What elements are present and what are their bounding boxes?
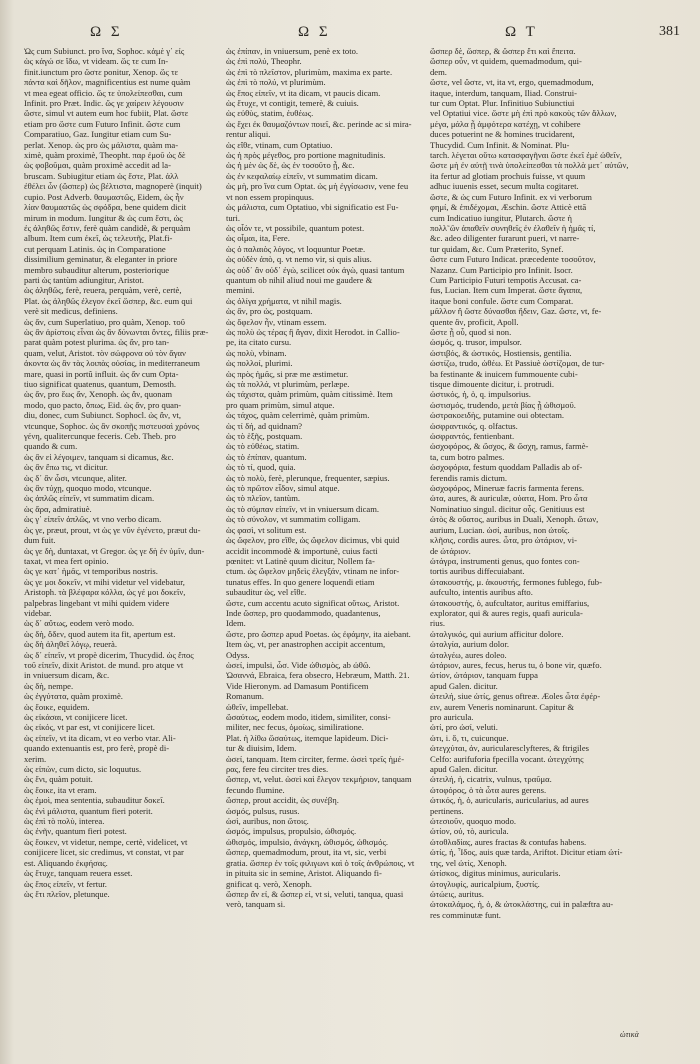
entry-line: ὡς τὸ πρῶτον εἶδον, simul atque. — [226, 483, 340, 494]
entry-line: vel Optatiui vice. ὥστε μὴ ἐπὶ πρὸ κακοὺς τῶν ἄλλων, — [430, 108, 617, 119]
entry-line: ὡς τί δή, ad quidnam? — [226, 420, 303, 431]
entry-line: ὠτειλή, ἡ, cicatrix, vulnus, τραῦμα. — [430, 774, 552, 785]
entry-line: ὡς ἐπὶ τὸ πολύ, vt plurimùm. — [226, 77, 326, 88]
entry-line: ὥστε ᾗ οὗ, quod si non. — [430, 326, 512, 337]
entry-line: ὡς ἂν τύχῃ, quoquo modo, vtcunque. — [24, 483, 152, 494]
entry-line: explorator, qui & aures regis, quafi auricula- — [430, 607, 583, 618]
entry-line: πάντα καὶ δῆλον, magnificentius est nume quàm — [24, 77, 191, 88]
entry-line: ba festinante & inuicem fummouente cubi- — [430, 368, 578, 379]
entry-line: ὡς οἷόν τε, vt possibile, quantum potest. — [226, 222, 365, 233]
entry-line: Thucydid. Cum Infinit. & Nominat. Plu- — [430, 139, 570, 150]
entry-line: de ὠτάριον. — [430, 545, 471, 556]
entry-line: ὡς ἔοικε, ita vt eram. — [24, 784, 97, 795]
entry-line: ὠτοθλαδίας, aures fractas & contufas habens. — [430, 836, 587, 847]
entry-line: cut perquam Latinis. ὡς in Comparatione — [24, 243, 166, 254]
entry-line: Item ὡς, vt, per anastrophen accipit accentum, — [226, 639, 386, 650]
entry-line: ὥστε, simul vt autem eum hoc fubiit, Plat. ὥστε — [24, 108, 189, 119]
entry-line: ὥσπερ δὲ, ὥσπερ, & ὥσπερ ἔτι καὶ ἔπειτα. — [430, 46, 576, 56]
entry-line: ὡς δὴ, ὅδεν, quod autem ita fit, apertum est. — [24, 628, 176, 639]
entry-line: tur & diuisim, Idem. — [226, 743, 297, 754]
entry-line: tur quidam, &c. Cum Præterito, Synef. — [430, 243, 564, 254]
entry-line: ὡς οὐδ᾽ ἂν οὐδ᾽ ἐγὼ, scilicet οὐκ ἀγὼ, quasi tantum — [226, 264, 405, 275]
entry-line: palpebras lingebant vt mihi quidem videre — [24, 597, 170, 608]
entry-line: quantum ob nihil aliud noui me gaudere & — [226, 274, 373, 285]
entry-line: ὡς ἂν ἔπω τις, vt dicitur. — [24, 462, 108, 473]
column-1-heading: Ω Σ — [90, 24, 123, 40]
entry-line: parat quàm potest plurima. ὡς ἄν, pro tan- — [24, 337, 170, 348]
entry-line: itaque, interdum, tanquam, Iliad. Construi- — [430, 87, 578, 98]
entry-line: ὡς δὴ, nempe. — [24, 680, 74, 691]
entry-line: in pituita sic in semine, Aristot. Aliquando fi- — [226, 868, 382, 879]
entry-line: ὡς πολλοί, plurimi. — [226, 358, 293, 369]
entry-line: ὥστε μὴ ἐν αὐτῇ τινὰ ὑπολείπεσθαι τὰ πολλὰ μετ᾽ αὐτῶν, — [430, 160, 629, 171]
entry-line: ὡς εἰκάσαι, vt conijicere licet. — [24, 712, 128, 722]
entry-line: ὠστιβός, & ὠστικός, Hostiensis, gentilia. — [430, 347, 572, 358]
entry-line: quando extenuantis est, pro ferè, propè di- — [24, 743, 170, 754]
entry-line: ὡς φασὶ, vt solitum est. — [226, 524, 307, 535]
entry-line: ὠστισμός, trudendo, μετὰ βίας ᾗ ὠθισμοῦ. — [430, 399, 576, 410]
entry-line: Idem. — [226, 618, 246, 629]
entry-line: militer, nec fecus, ὁμοίως, similiratione. — [226, 722, 364, 733]
entry-line: ὠτώεις, auritus. — [430, 888, 484, 899]
entry-line: adhuc iuuenis esset, secum multa cogitaret. — [430, 181, 579, 192]
entry-line: ὡσεί, impulsi, ὦσ. Vide ὠθισμὸς, ab ὠθῶ. — [226, 659, 371, 670]
entry-line: Ὡς cum Subiunct. pro ἵνα, Sophoc. κἀμὲ γ᾽ εἰς — [24, 46, 185, 56]
entry-line: Infinit. pro Præt. Indic. ὥς γε χαίρειν λέγουσιν — [24, 98, 184, 109]
entry-line: quente ἂν, proficit, Apoll. — [430, 316, 519, 327]
entry-line: ὥσπερ, quemadmodum, prout, ita vt, sic, verbi — [226, 847, 387, 858]
entry-line: Comparatiuo, Gaz. Iungitur etiam cum Su- — [24, 129, 172, 140]
entry-line: ὡς ἔτυχε, tanquam reuera esset. — [24, 868, 133, 879]
entry-line: ὡς δ᾽ ἂν ὦσι, vtcunque, aliter. — [24, 472, 127, 483]
entry-line: ὡς τὸ πολὺ, ferè, plerunque, frequenter, sæpius. — [226, 472, 390, 483]
entry-line: ὡς ἐπὶ πολύ, Theophr. — [226, 56, 302, 67]
entry-line: ὠστικός, ἡ, ὁ, q. impulsorius. — [430, 389, 531, 400]
entry-line: tunatus effes. In quo genere loquendi etiam — [226, 576, 375, 587]
entry-line: ὡς ἐμοὶ, mea sententia, subauditur δοκεῖ. — [24, 795, 165, 806]
entry-line: ὡς τὸ ἑξῆς, postquam. — [226, 431, 303, 442]
entry-line: aufculto, intentis auribus afto. — [430, 587, 533, 598]
entry-line: gratia. ὥσπερ ἐν τοῖς φιλιγωνι καὶ ὁ τοῖς ἀνθρώποις, vt — [226, 857, 415, 868]
entry-line: ὡς πολὺ, vbinam. — [226, 347, 287, 358]
entry-line: ὡς τὸ τί, quod, quia. — [226, 462, 296, 473]
entry-line: ὡς μὴ, pro ἵνα cum Optat. ὡς μὴ ἐγγίσωσιν, vene feu — [226, 181, 409, 192]
entry-line: ὠτογλυφίς, auricalpium, ξυστίς. — [430, 878, 540, 889]
entry-line: ὠσχοφόρος, Mineruæ facris farmenta ferens. — [430, 483, 584, 494]
entry-line: τοῦ εἰπεῖν, dixit Aristot. de mund. pro atque vt — [24, 659, 184, 670]
entry-line: ctum. ὡς ὤφελον μηδεὶς ἐλεγξάν, vtinam ne infor- — [226, 566, 400, 577]
entry-line: ὡς τὰ πολλά, vt plurimùm, perlæpe. — [226, 379, 350, 389]
entry-line: duces potuerint ne & homines trucidarent, — [430, 129, 575, 140]
entry-line: ὡς πρὸς ἡμᾶς, si præ me æstimetur. — [226, 368, 349, 379]
entry-line: ὡς ἐγγύτατα, quàm proximè. — [24, 691, 123, 702]
entry-line: cupio. Post Adverb. θαυμαστῶς, Eidem, ὡς ἦν — [24, 191, 184, 202]
entry-line: rentur aliqui. — [226, 129, 271, 140]
entry-line: γένη, qualitercunque feceris. Ceb. Theb. pro — [24, 431, 176, 442]
entry-line: ὡς ὄφελον ἦν, vtinam essem. — [226, 316, 327, 327]
entry-line: ὥστε, & ὡς cum Futuro Infinit. ex vi verborum — [430, 191, 592, 202]
entry-line: itaque boni confule. ὥστε cum Comparat. — [430, 295, 574, 306]
entry-line: parti ὡς tantùm adiungitur, Aristot. — [24, 274, 144, 285]
entry-line: ὠτάριον, aures, fecus, herus tu, ὁ bone vir, quæfo. — [430, 659, 602, 670]
entry-line: ὡς ἁπλῶς εἰπεῖν, vt summatim dicam. — [24, 493, 155, 504]
entry-line: ὥστε, cum accentu acuto significat οὕτως, Aristot. — [226, 597, 400, 608]
entry-line: vt mea egeat officio. ὥς τε ὑπολείπεσθαι, cum — [24, 87, 183, 98]
entry-line: memini. — [226, 285, 255, 296]
entry-line: ὡσεί, tanquam. Item circiter, ferme. ὡσεὶ τρεῖς ἡμέ- — [226, 753, 405, 764]
entry-line: ὡς ὁ παλαιὸς λόγος, vt loquuntur Poetæ. — [226, 243, 366, 254]
entry-line: ὠτίον, ὠτάριον, tanquam fuppa — [430, 670, 538, 681]
entry-line: ὡς τὸ ἐπίπαν, quantum. — [226, 451, 307, 462]
entry-line: ὡς γε, præut, prout, vt ὡς γε νῦν ἐγένετο, præut du- — [24, 524, 201, 535]
entry-line: videbar. — [24, 607, 52, 618]
entry-line: quam, velut, Aristot. τὸν σώφρονα οὐ τὸν ἄγαν — [24, 347, 186, 358]
entry-line: tisque dimouente dicitur, i. protrudi. — [430, 379, 555, 389]
entry-line: ὠτειλή, siue ὠτίς, genus oftreæ. Æoles ὦτα ἐφέρ- — [430, 691, 601, 702]
entry-line: ὥστε cum Futuro Indicat. præcedente τοσοῦτον, — [430, 254, 596, 265]
entry-line: ρας, fere feu circiter tres dies. — [226, 764, 329, 775]
entry-line: ὡς ἔοικεν, vt videtur, nempe, certè, videlicet, vt — [24, 836, 188, 847]
entry-line: ὠστίζω, trudo, ὠθέω. Et Passiuè ὠστίζομαι, de tur- — [430, 358, 605, 369]
entry-line: ta, cum botro palmes. — [430, 451, 505, 462]
entry-line: ὡς ἔοικε, equidem. — [24, 701, 90, 712]
entry-line: turi. — [226, 212, 241, 223]
entry-line: ὠτίς, ἡ, Ἶδος, auis quæ tarda, Ariftot. Dicitur etiam ὠτί- — [430, 847, 623, 858]
entry-line: ὥσπερ, prout accidit, ὡς συνέβη. — [226, 795, 339, 806]
entry-line: ὠσφραντικός, q. olfactus. — [430, 420, 518, 431]
entry-line: Cum Participio Futuri tempotis Accusat. ca- — [430, 274, 582, 285]
entry-line: ὡς γε δὴ, duntaxat, vt Gregor. ὡς γε δὴ ἐν ὑμῖν, dun- — [24, 545, 205, 556]
entry-line: ferendis ramis dictum. — [430, 472, 508, 483]
entry-line: ὡς ἄν, pro ἕως ἄν, Xenoph. ὡς ἄν, quonam — [24, 389, 173, 400]
entry-line: ὡς ἔτι πλεῖον, pletunque. — [24, 888, 110, 899]
entry-line: ὡς ἐπὶ τὸ πολὺ, interea. — [24, 816, 105, 827]
entry-line: ὠσμός, impulsus, propulsio, ὠθισμός. — [226, 826, 357, 837]
entry-line: ὡς δὴ ἀληθεῖ λόγῳ, reuerà. — [24, 639, 117, 650]
entry-line: ὥστε, pro ὥσπερ apud Poetas. ὡς ἐφάμην, ita aiebant. — [226, 628, 411, 639]
entry-line: ὡς τάχος, quàm celerrimè, quàm primùm. — [226, 410, 370, 421]
entry-line: mirum in modum. Iungitur & ὡς cum ἔστι, ὡς — [24, 212, 183, 223]
text-column-1 — [24, 46, 220, 1046]
entry-line: vt non essem propinquus. — [226, 191, 314, 202]
entry-line: conijicere licet, sic credimus, vt constat, vt par — [24, 847, 184, 858]
entry-line: apud Galen. dicitur. — [430, 680, 498, 691]
entry-line: ὡς οὐδὲν ἀπὸ, q. vt nemo vir, si quis alius. — [226, 254, 372, 265]
entry-line: ὡς ὀλίγα χρήματα, vt nihil magis. — [226, 295, 342, 306]
entry-line: modo, quo pacto, ὅπως, Eid. ὡς ἄν, pro quan- — [24, 399, 182, 410]
entry-line: ὡς ἔπος εἰπεῖν, vt fertur. — [24, 878, 107, 889]
entry-line: ὡς ἄρα, admiratiuè. — [24, 503, 92, 514]
entry-line: ὡς ἀληθῶς, ferè, reuera, perquàm, verè, certè, — [24, 285, 182, 296]
entry-line: in vniuersum dicam, &c. — [24, 670, 110, 681]
entry-line: ὡς τὸ εὐθέως, statim. — [226, 441, 300, 452]
entry-line: λίαν θαυμαστῶς ὡς σφόδρα, bene quidem dicit — [24, 202, 187, 213]
entry-line: ὡς εὐθὺς, statim, ἐυθέως. — [226, 108, 314, 119]
entry-line: tiuo significat quatenus, quantum, Demosth. — [24, 379, 177, 389]
entry-line: της, vel ὠτίς, Xenoph. — [430, 857, 507, 868]
entry-line: Plat. ὡς ἀληθῶς ἐλεγον ἐκεῖ ὥσπερ, &c. eum qui — [24, 295, 193, 306]
entry-line: ὠσμός, pulsus, rusus. — [226, 805, 300, 816]
entry-line: ὡς ἐνῆν, quantum fieri potest. — [24, 826, 127, 837]
entry-line: verè sit medicus, definiens. — [24, 306, 118, 317]
entry-line: est. Aliquando ἐκφήσας. — [24, 857, 108, 868]
entry-line: quando & cum. — [24, 441, 78, 452]
entry-line: apud Galen. dicitur. — [430, 764, 498, 775]
entry-line: ὠτί, pro ὠσί, veluti. — [430, 722, 498, 733]
entry-line: ὠθεῖν, impellebat. — [226, 701, 289, 712]
entry-line: ὠτι, i. ὅ, τι, cuicunque. — [430, 732, 509, 743]
entry-line: dum fuit. — [24, 535, 56, 546]
entry-line: dem. — [430, 66, 447, 77]
entry-line: ὡς πολὺ ὡς τέρας ἢ ἄγαν, dixit Herodot. in Callio- — [226, 326, 400, 337]
entry-line: ὠταλγέω, aures doleo. — [430, 649, 507, 660]
entry-line: ὠσχοφόρια, festum quoddam Palladis ab of- — [430, 462, 583, 473]
entry-line: perlat. Xenop. ὡς pro ὡς μάλιστα, quàm ma- — [24, 139, 179, 150]
entry-line: ὠταλγικός, qui aurium afficitur dolore. — [430, 628, 564, 639]
entry-line: ὡς ὤφελον, pro εἴθε, ὡς ὤφελον dicimus, vbi quid — [226, 535, 400, 546]
entry-line: ὥσπερ οὖν, vt quidem, quemadmodum, qui- — [430, 56, 582, 67]
entry-line: ita fertur ad glotiam prochuis fuisse, vt quum — [430, 170, 586, 181]
entry-line: pe, ita citato cursu. — [226, 337, 292, 348]
entry-line: verò, tanquam si. — [226, 899, 286, 910]
entry-line: ὡς μάλιστα, cum Optatiuo, vbi significatio est Fu- — [226, 202, 399, 213]
entry-line: album. Item cum ἐκεῖ, ὡς τελευτῆς, Plat.fi- — [24, 233, 173, 244]
entry-line: ἐς ἀληθῶς ἔστιν, ferè quàm candidè, & perquàm — [24, 222, 191, 233]
entry-line: ὠτακουστής, ὁ, aufcultator, auritus emiffarius, — [430, 597, 590, 608]
entry-line: ὡς εἰπεῖν, vt ita dicam, vt eo verbo vtar. Ali- — [24, 732, 176, 743]
entry-line: ὡς ἐνὶ μάλιστα, quantum fieri poterit. — [24, 805, 153, 816]
entry-line: ὥσαύτως, eodem modo, itidem, similiter, consi- — [226, 712, 391, 722]
entry-line: ximè, quàm proximè, Theopht. παρ ἐμοῦ ὡς δὲ — [24, 150, 186, 161]
entry-line: pœnitet: vt Latinè quum dicitur, Nollem fa- — [226, 555, 375, 566]
entry-line: ὥσπερ, vt, velut. ὡσεὶ καὶ ἔλεγον τεκμήριον, tanquam — [226, 774, 412, 785]
entry-line: ὡς τάχιστα, quàm primùm, quàm citissimè. Item — [226, 389, 393, 400]
entry-line: ὠτίσκος, digitus minimus, auricularis. — [430, 868, 561, 879]
entry-line: ὠτικός, ἡ, ὁ, auricularis, auricularius, ad aures — [430, 795, 589, 806]
entry-line: ὡς εἰκός, vt par est, vt conijicere licet. — [24, 722, 155, 733]
entry-line: ὡς ἔνι, quàm potuit. — [24, 774, 93, 785]
entry-line: fecundo flumine. — [226, 784, 285, 795]
entry-line: ὠθισμός, impulsio, ἀνάγκη, ὠθισμός, ὠθισμός. — [226, 836, 389, 847]
entry-line: ἀκοντα ὡς ἂν τὰς λοιπὰς οὐσίας, in mediterraneum — [24, 358, 200, 369]
entry-line: ὥσπερ ἂν εἰ, & ὥσπερ εἰ, vt si, veluti, tanqua, quasi — [226, 888, 404, 899]
entry-line: gnificat q. verò, Xenoph. — [226, 878, 312, 889]
entry-line: cum Indicatiuo iungitur, Plutarch. ὥστε ἡ — [430, 212, 573, 223]
entry-line: κλῆσις, cordis aures. ὦτα, pro ὠτάριον, vi- — [430, 535, 577, 546]
entry-line: ὡς γε κατ᾽ ἡμᾶς, vt temporibus nostris. — [24, 566, 158, 577]
entry-line: ὡς ἐπίπαν, in vniuersum, penè ex toto. — [226, 46, 359, 56]
entry-line: ὠταλγία, aurium dolor. — [430, 639, 509, 650]
entry-line: fus, Lucian. Item cum Imperat. ὥστε ἄγαπα, — [430, 285, 583, 296]
entry-line: bruscam. Subiugitur etiam ὡς ἔστε, Plat. ἀλλ — [24, 170, 179, 181]
entry-line: φημί, & ἐπιδέχομαι, Æschin. ὥστε Atticè ettā — [430, 202, 587, 213]
entry-line: subauditur ὡς, vel εἴθε. — [226, 587, 307, 598]
entry-line: μᾶλλον ἢ ὥστε δύνασθαι ἤδειν, Gaz. ὥστε, vt, fe- — [430, 306, 602, 317]
entry-line: res comminutæ funt. — [430, 909, 501, 920]
entry-line: tortis auribus diffecuiabant. — [430, 566, 525, 577]
entry-line: ὠτὸς & οὔατος, auribus in Duali, Xenoph. ὤτων, — [430, 514, 599, 525]
entry-line: Nazanz. Cum Participio pro Infinit. Isocr. — [430, 264, 573, 275]
entry-line: ὡς οἶμαι, ita, Fere. — [226, 233, 290, 244]
entry-line: ὡς ἔπος εἰπεῖν, vt ita dicam, vt paucis dicam. — [226, 87, 381, 98]
entry-line: membro subauditur alterum, posteriorique — [24, 264, 170, 275]
catchword: ὠτικὰ — [620, 1030, 639, 1039]
entry-line: Odyss. — [226, 649, 250, 660]
entry-line: ὡς ἡ μὲν ὡς δὲ, ὡς ἐν τοσοῦτο ᾖ, &c. — [226, 160, 355, 171]
entry-line: ὡς κἀγώ σε ἴδω, vt videam. ὥς τε cum In- — [24, 56, 169, 67]
entry-line: Inde ὥσπερ, pro quodammodo, quadantenus, — [226, 607, 381, 618]
entry-line: taxat, vt mea fert opinio. — [24, 555, 109, 566]
entry-line: ὠστρακοειδὴς, putamine oui obtectam. — [430, 410, 565, 421]
entry-line: ὡς ἔχει ἐκ θαυμαζόντων ποιεῖ, &c. perinde ac si mira- — [226, 118, 412, 129]
entry-line: ὠσμός, q. trusor, impulsor. — [430, 337, 522, 348]
entry-line: rius. — [430, 618, 446, 629]
entry-line: ὡς γ᾽ εἰπεῖν ἀπλῶς, vt vno verbo dicam. — [24, 514, 162, 525]
entry-line: xerim. — [24, 753, 47, 764]
entry-line: ὠσχοφόρος, & ὤσχος, & ὤσχη, ramus, farmè- — [430, 441, 589, 452]
entry-line: ὡς ἡ πρὸς μέγεθος, pro portione magnitudinis. — [226, 150, 386, 161]
entry-line: tur cum Optat. Plur. Infinitiuo Subiunctiui — [430, 98, 575, 109]
entry-line: ὡς ἐν κεφαλαίῳ εἰπεῖν, vt summatim dicam. — [226, 170, 378, 181]
entry-line: aurium, Lucian. ὠσί, auribus, non ὠτοῖς. — [430, 524, 570, 535]
entry-line: ὠτεσιοῦν, quoquo modo. — [430, 816, 517, 827]
entry-line: ὠτάγρα, instrumenti genus, quo fontes con- — [430, 555, 580, 566]
entry-line: ὠτακουστής, μ. ἀκουστής, fermones fublego, fub- — [430, 576, 602, 587]
entry-line: ὠτα, aures, & auriculæ, οὐατα, Hom. Pro ὦτα — [430, 493, 588, 504]
entry-line: dissimilium geminatur, & eleganter in priore — [24, 254, 178, 265]
entry-line: ὡς δ᾽ εἰπεῖν, vt propè dicerim, Thucydid. ὡς ἔπος — [24, 649, 194, 660]
text-column-3 — [430, 46, 676, 1046]
entry-line: mare, quasi in portû influit. ὡς ἄν cum Opta- — [24, 368, 179, 379]
entry-line: ὡς γε μοι δοκεῖν, vt mihi videtur vel videbatur, — [24, 576, 185, 587]
entry-line: ὡς ἂν ἀρίστοις εἶναι ὡς ἂν δύνωνται ὄντες, filiis præ- — [24, 326, 209, 337]
entry-line: μέγα, μάλα ᾗ ἀμφότερα κατέχῃ, vt cohibere — [430, 118, 581, 129]
entry-line: ὡς τὸ σύμπαν εἰπεῖν, vt in vniuersum dicam. — [226, 503, 380, 514]
entry-line: ὠσὶ, auribus, non ὤτοις. — [226, 816, 309, 827]
entry-line: ὡς ἂν εἰ λέγοιμεν, tanquam si dicamus, &c. — [24, 451, 174, 462]
entry-line: Vide Hieronym. ad Damasum Pontificem — [226, 680, 369, 691]
entry-line: ὡς δ᾽ αὔτως, eodem verò modo. — [24, 618, 135, 629]
column-2-heading: Ω Σ — [298, 24, 331, 40]
entry-line: Celfo: aurifuforia fpecilla vocant. ὠτεγχύτης — [430, 753, 584, 764]
entry-line: tarch. λέγεται οὕτω κατασφαγῆναι ὥστε ἐκεῖ ἐμὲ ὠθεῖν, — [430, 150, 622, 161]
entry-line: pertinens. — [430, 805, 464, 816]
entry-line: ειν, aurem Veneris nominarunt. Capitur & — [430, 701, 575, 712]
entry-line: ὠτίον, οὐ, τὸ, auricula. — [430, 826, 509, 837]
entry-line: ὡς φοβοῦμαι, quàm proximè accedit ad la- — [24, 160, 171, 171]
entry-line: Romanum. — [226, 691, 264, 702]
entry-line: vtcunque, Sophoc. ὡς ἂν σκοπῇς πιστευσαὶ χρόνος — [24, 420, 200, 431]
entry-line: ὡς τὸ σύνολον, vt summatim colligam. — [226, 514, 361, 525]
entry-line: Plat. ἡ λίθω ὥσαύτως, itemque lapideum. Dici- — [226, 732, 389, 743]
entry-line: ὡς ἐπὶ τὸ πλεῖστον, plurimùm, maxima ex parte. — [226, 66, 393, 77]
entry-line: ὠτεγχύται, ἀν, auricularesclyfteres, & ftrigiles — [430, 743, 589, 754]
page-number: 381 — [659, 24, 680, 39]
entry-line: finit.iunctum pro ὥστε ponitur, Xenop. ὥς τε — [24, 66, 179, 77]
entry-line: ὡς τὸ πλεῖον, tantùm. — [226, 493, 301, 504]
entry-line: πολλ῀ῶν ἀπαθεῖν συνηθεῖς ἐν ἐλαθεῖν ἡ ἡμᾶς τί, — [430, 222, 596, 233]
text-column-2 — [226, 46, 422, 1046]
entry-line: ἐθέλει ὦν (ὥσπερ) ὡς βέλτιστα, magnoperè (inquit) — [24, 181, 202, 192]
entry-line: ὡς ἄν, cum Superlatiuo, pro quàm, Xenop. τοῦ — [24, 316, 185, 327]
entry-line: Nominatiuo singul. dicitur οὖς. Genitiuus est — [430, 503, 585, 514]
entry-line: ὠτοκαλάμος, ἡ, ὁ, & ὠτοκλάστης, cui in palæftra au- — [430, 899, 614, 910]
entry-line: accidit incommodè & importunè, cuius facti — [226, 545, 378, 556]
entry-line: etiam pro ὥστε cum Futuro Infinit. ὥστε cum — [24, 118, 181, 129]
entry-line: pro quam primùm, simul atque. — [226, 399, 335, 410]
entry-line: pro auricula. — [430, 712, 474, 722]
entry-line: ὠσφραντός, fentienbant. — [430, 431, 515, 442]
entry-line: &c. adeo diligenter furarunt pueri, vt narre- — [430, 233, 580, 244]
entry-line: ὡς ἂν, pro ὡς, postquam. — [226, 306, 313, 317]
entry-line: ὡς εἴθε, vtinam, cum Optatiuo. — [226, 139, 333, 150]
entry-line: ὡς εἰπὼν, cum dicto, sic loquutus. — [24, 764, 142, 775]
entry-line: ὡς ἔτυχε, vt contigit, temerè, & cuiuis. — [226, 98, 359, 109]
entry-line: ὠτοφόρος, ὁ τὰ ὦτα aures gerens. — [430, 784, 547, 795]
entry-line: Aristoph. τὰ βλέφαρα κόλλα, ὡς γέ μοι δοκεῖν, — [24, 587, 186, 598]
entry-line: diu, donec, cum Subiunct. Sophocl. ὡς ἄν, vt, — [24, 410, 182, 421]
column-3-heading: Ω Τ — [505, 24, 538, 40]
entry-line: Ὡσαννά, Ebraica, fera obsecro, Hebræum, Matth. 21. — [226, 670, 410, 681]
entry-line: ὥστε, vel ὥστε, vt, ita vt, ergo, quemadmodum, — [430, 77, 594, 88]
